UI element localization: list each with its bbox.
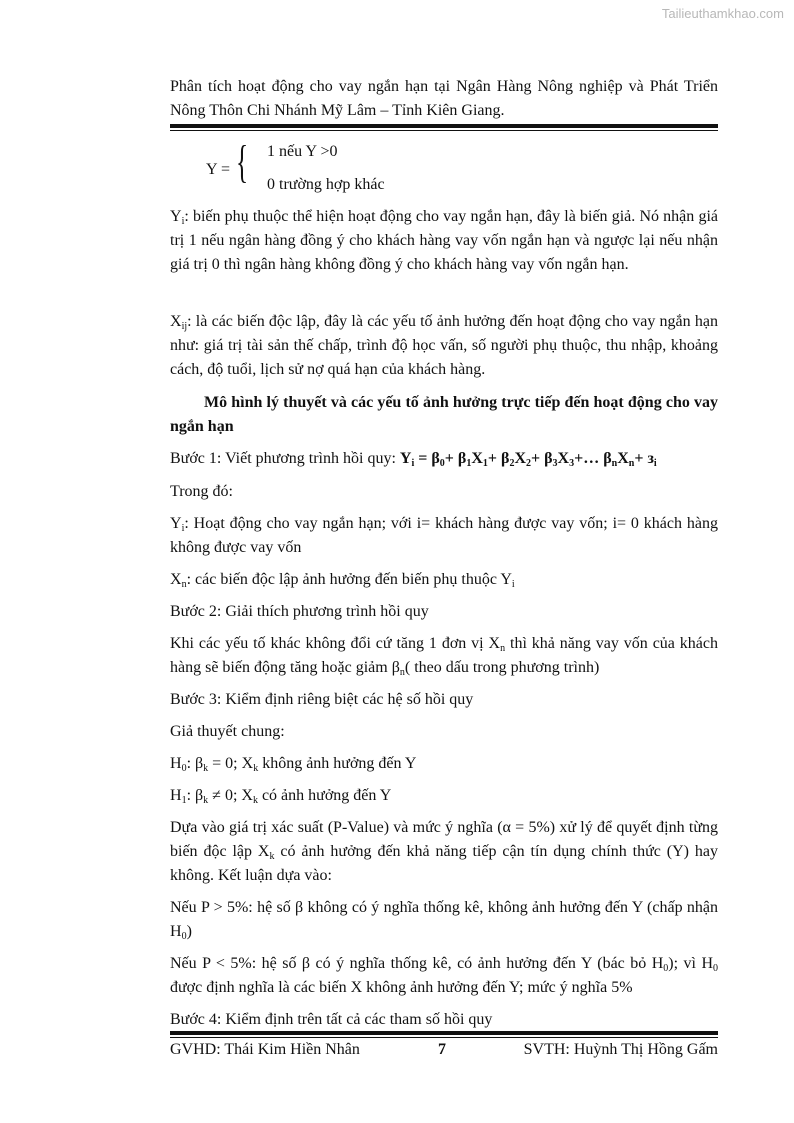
watermark: Tailieuthamkhao.com (661, 6, 784, 21)
xn-definition (170, 568, 718, 592)
text-run: : β (186, 787, 204, 804)
subscript: n (500, 643, 506, 654)
subscript: 0 (663, 963, 669, 974)
text-run: H (170, 787, 182, 804)
subscript: i (511, 579, 515, 590)
text-run: + з (634, 450, 654, 467)
text-run: : biến phụ thuộc thể hiện hoạt động cho vay ngắn hạn, đây là biến giả. Nó nhận giá trị 1 nếu ngân hàng đồng ý cho khách hàng vay vốn ngắn hạn và ngược lại nếu nhận giá trị 0 thì ngân hàng không đồng ý cho khách hàng vay vốn ngắn hạn. (170, 208, 718, 273)
subscript: k (269, 851, 275, 862)
subscript: i (411, 458, 415, 469)
yi-definition (170, 205, 718, 277)
text-run: ); vì H (668, 955, 713, 972)
text-run: + β (531, 450, 553, 467)
text-run: + β (444, 450, 467, 467)
trong-do (170, 480, 718, 504)
text-run: Y (399, 450, 412, 467)
text-run: = β (414, 450, 440, 467)
text-run: Giả thuyết chung: (170, 723, 285, 740)
subscript: k (253, 763, 259, 774)
text-run: Mô hình lý thuyết và các yếu tố ảnh hưởng trực tiếp đến hoạt động cho vay ngắn hạn (170, 394, 718, 435)
text-run: Y (170, 515, 182, 532)
text-run: ( theo dấu trong phương trình) (404, 659, 600, 676)
p-less-rule (170, 952, 718, 1000)
subscript: 0 (439, 458, 445, 469)
page-number: 7 (438, 1041, 446, 1058)
text-run: không ảnh hưởng đến Y (258, 755, 417, 772)
step-3 (170, 688, 718, 712)
brace-symbol: { (236, 136, 249, 187)
subscript: 2 (526, 458, 531, 469)
p-greater-rule (170, 896, 718, 944)
subscript: k (252, 795, 258, 806)
text-run: X (170, 571, 182, 588)
text-run: Bước 4: Kiểm định trên tất cả các tham số hồi quy (170, 1011, 493, 1028)
text-run: ≠ 0; X (208, 787, 253, 804)
text-run: Nếu P > 5%: hệ số β không có ý nghĩa thống kê, không ảnh hưởng đến Y (chấp nhận H (170, 899, 718, 940)
subscript: 0 (713, 963, 718, 974)
text-run: Bước 1: Viết phương trình hồi quy: (170, 450, 400, 467)
text-run: X (617, 450, 629, 467)
subscript: 1 (482, 458, 488, 469)
text-run: +… β (574, 450, 612, 467)
text-run: X (514, 450, 526, 467)
hypothesis-label (170, 720, 718, 744)
text-run: Nếu P < 5%: hệ số β có ý nghĩa thống kê, có ảnh hưởng đến Y (bác bỏ H (170, 955, 664, 972)
regression-formula (400, 450, 657, 467)
equation-case-1: 1 nếu Y >0 (267, 143, 338, 160)
text-run: Y (170, 208, 182, 225)
text-run: + β (487, 450, 510, 467)
pvalue-paragraph (170, 816, 718, 888)
subscript: 3 (552, 458, 558, 469)
subscript: i (181, 216, 185, 227)
text-run: = 0; X (208, 755, 254, 772)
subscript: 2 (509, 458, 515, 469)
subscript: i (181, 523, 185, 534)
text-run: ) (186, 923, 192, 940)
subscript: n (399, 667, 405, 678)
header-rule-thick (170, 124, 718, 128)
text-run: X (170, 313, 182, 330)
subscript: n (181, 579, 187, 590)
text-run: : là các biến độc lập, đây là các yếu tố ảnh hưởng đến hoạt động cho vay ngắn hạn như: giá trị tài sản thế chấp, trình độ học vấn, số người phụ thuộc, thu nhập, khoảng cách, độ tuổi, lịch sử nợ quá hạn của khách hàng. (170, 313, 718, 378)
text-run: được định nghĩa là các biến X không ảnh hưởng đến Y; mức ý nghĩa 5% (170, 979, 633, 996)
text-run: Bước 2: Giải thích phương trình hồi quy (170, 603, 429, 620)
text-run: X (471, 450, 483, 467)
text-run: : các biến độc lập ảnh hưởng đến biến phụ thuộc Y (186, 571, 512, 588)
section-heading (170, 391, 718, 439)
subscript: n (628, 458, 635, 469)
subscript: 3 (569, 458, 575, 469)
h1-hypothesis (170, 784, 718, 808)
subscript: k (203, 795, 209, 806)
step-2 (170, 600, 718, 624)
subscript: 0 (181, 763, 187, 774)
page-header-title: Phân tích hoạt động cho vay ngắn hạn tại Ngân Hàng Nông nghiệp và Phát Triển Nông Thôn Chi Nhánh Mỹ Lâm – Tỉnh Kiên Giang. (170, 78, 718, 119)
text-run: Trong đó: (170, 483, 233, 500)
text-run: thì khả năng vay vốn của khách hàng sẽ biến động tăng hoặc giảm β (170, 635, 718, 676)
subscript: k (203, 763, 209, 774)
text-run: có ảnh hưởng đến khả năng tiếp cận tín dụng chính thức (Y) hay không. Kết luận dựa vào: (170, 843, 719, 884)
footer-advisor: GVHD: Thái Kim Hiền Nhân (170, 1041, 360, 1058)
text-run: có ảnh hưởng đến Y (257, 787, 392, 804)
text-run: X (557, 450, 570, 467)
subscript: n (611, 458, 618, 469)
text-run: Dựa vào giá trị xác suất (P-Value) và mức ý nghĩa (α = 5%) xử lý để quyết định từng biến độc lập X (170, 819, 718, 860)
text-run: : Hoạt động cho vay ngắn hạn; với i= khách hàng được vay vốn; i= 0 khách hàng không được vay vốn (170, 515, 718, 556)
subscript: 1 (181, 795, 187, 806)
equation-lhs: Y = (206, 161, 230, 178)
subscript: 1 (466, 458, 472, 469)
text-run: H (170, 755, 182, 772)
subscript: i (653, 458, 657, 469)
step-2-body (170, 632, 718, 680)
subscript: 0 (181, 931, 187, 942)
h0-hypothesis (170, 752, 718, 776)
footer-rule-thick (170, 1031, 718, 1035)
text-run: Bước 3: Kiểm định riêng biệt các hệ số hồi quy (170, 691, 474, 708)
equation-case-2: 0 trường hợp khác (267, 176, 385, 193)
footer-student: SVTH: Huỳnh Thị Hồng Gấm (523, 1041, 718, 1058)
xij-definition (170, 310, 718, 382)
yi-activity (170, 512, 718, 560)
step-1-label (170, 450, 400, 467)
subscript: ij (181, 321, 188, 332)
step-4 (170, 1008, 718, 1032)
step-1 (170, 447, 718, 471)
text-run: : β (186, 755, 204, 772)
header-rule-thin (170, 130, 718, 131)
text-run: Khi các yếu tố khác không đổi cứ tăng 1 đơn vị X (170, 635, 501, 652)
